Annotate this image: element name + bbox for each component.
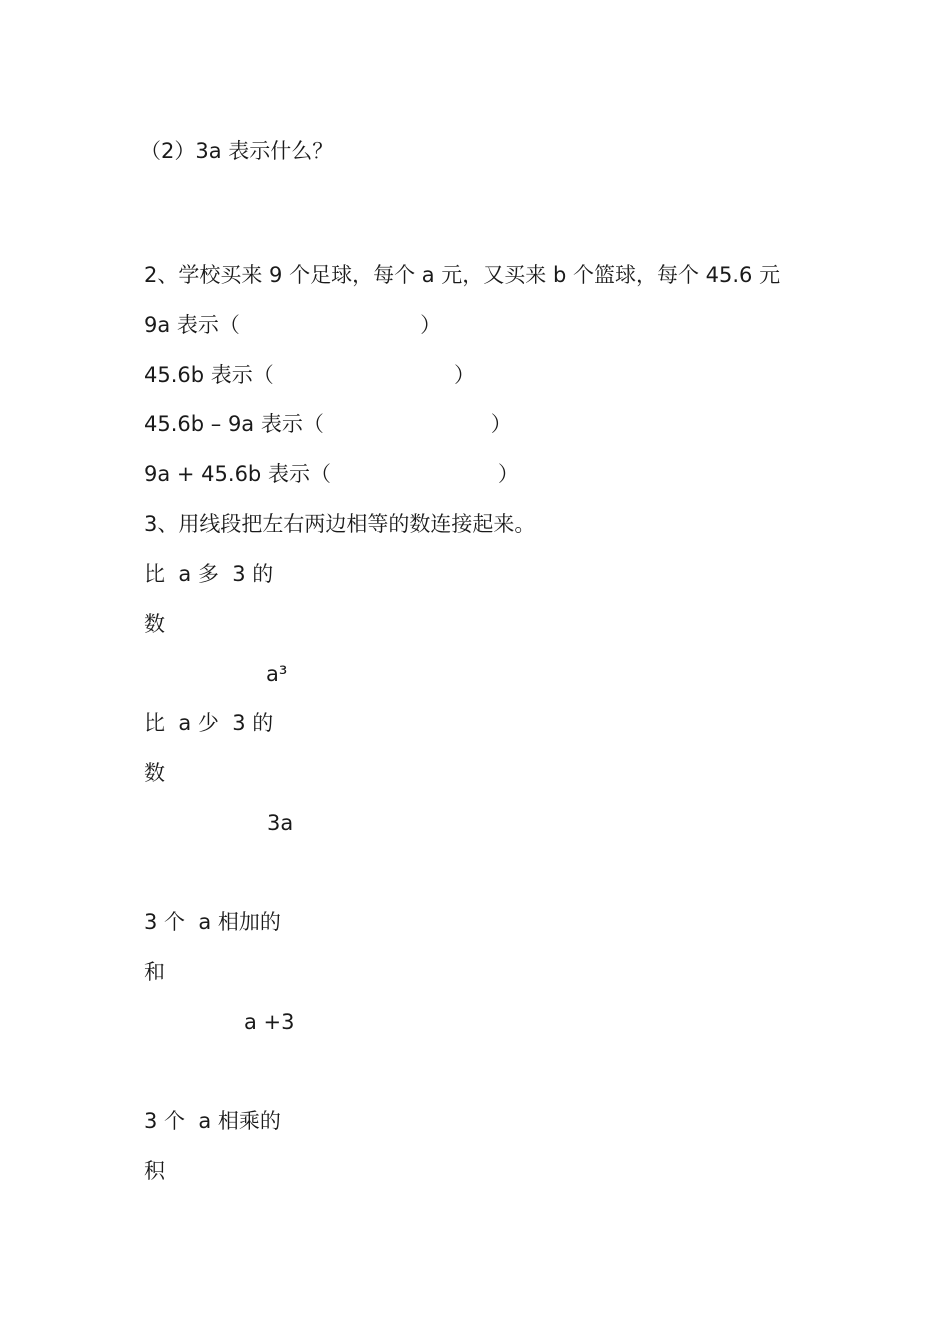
- question-2-line-difference: 45.6b – 9a 表示（ ）: [144, 412, 512, 436]
- left-item-2-line-2: 数: [144, 761, 165, 785]
- left-item-1-line-1: 比 a 多 3 的: [144, 562, 274, 586]
- right-item-a-cubed: a³: [266, 662, 288, 686]
- left-item-1-line-2: 数: [144, 612, 165, 636]
- left-item-2-line-1: 比 a 少 3 的: [144, 711, 274, 735]
- right-item-a-plus-3: a +3: [244, 1010, 295, 1034]
- question-2-line-45-6b: 45.6b 表示（ ）: [144, 363, 475, 387]
- left-item-4-line-1: 3 个 a 相乘的: [144, 1109, 281, 1133]
- question-2-line-sum: 9a + 45.6b 表示（ ）: [144, 462, 519, 486]
- left-item-4-line-2: 积: [144, 1159, 165, 1183]
- left-item-3-line-1: 3 个 a 相加的: [144, 910, 281, 934]
- question-1-part-2: （2）3a 表示什么？: [140, 139, 334, 163]
- left-item-3-line-2: 和: [144, 960, 165, 984]
- question-3-stem: 3、用线段把左右两边相等的数连接起来。: [144, 512, 536, 536]
- right-item-3a: 3a: [267, 811, 294, 835]
- question-2-line-9a: 9a 表示（ ）: [144, 313, 442, 337]
- question-2-stem: 2、学校买来 9 个足球，每个 a 元，又买来 b 个篮球，每个 45.6 元: [144, 263, 781, 287]
